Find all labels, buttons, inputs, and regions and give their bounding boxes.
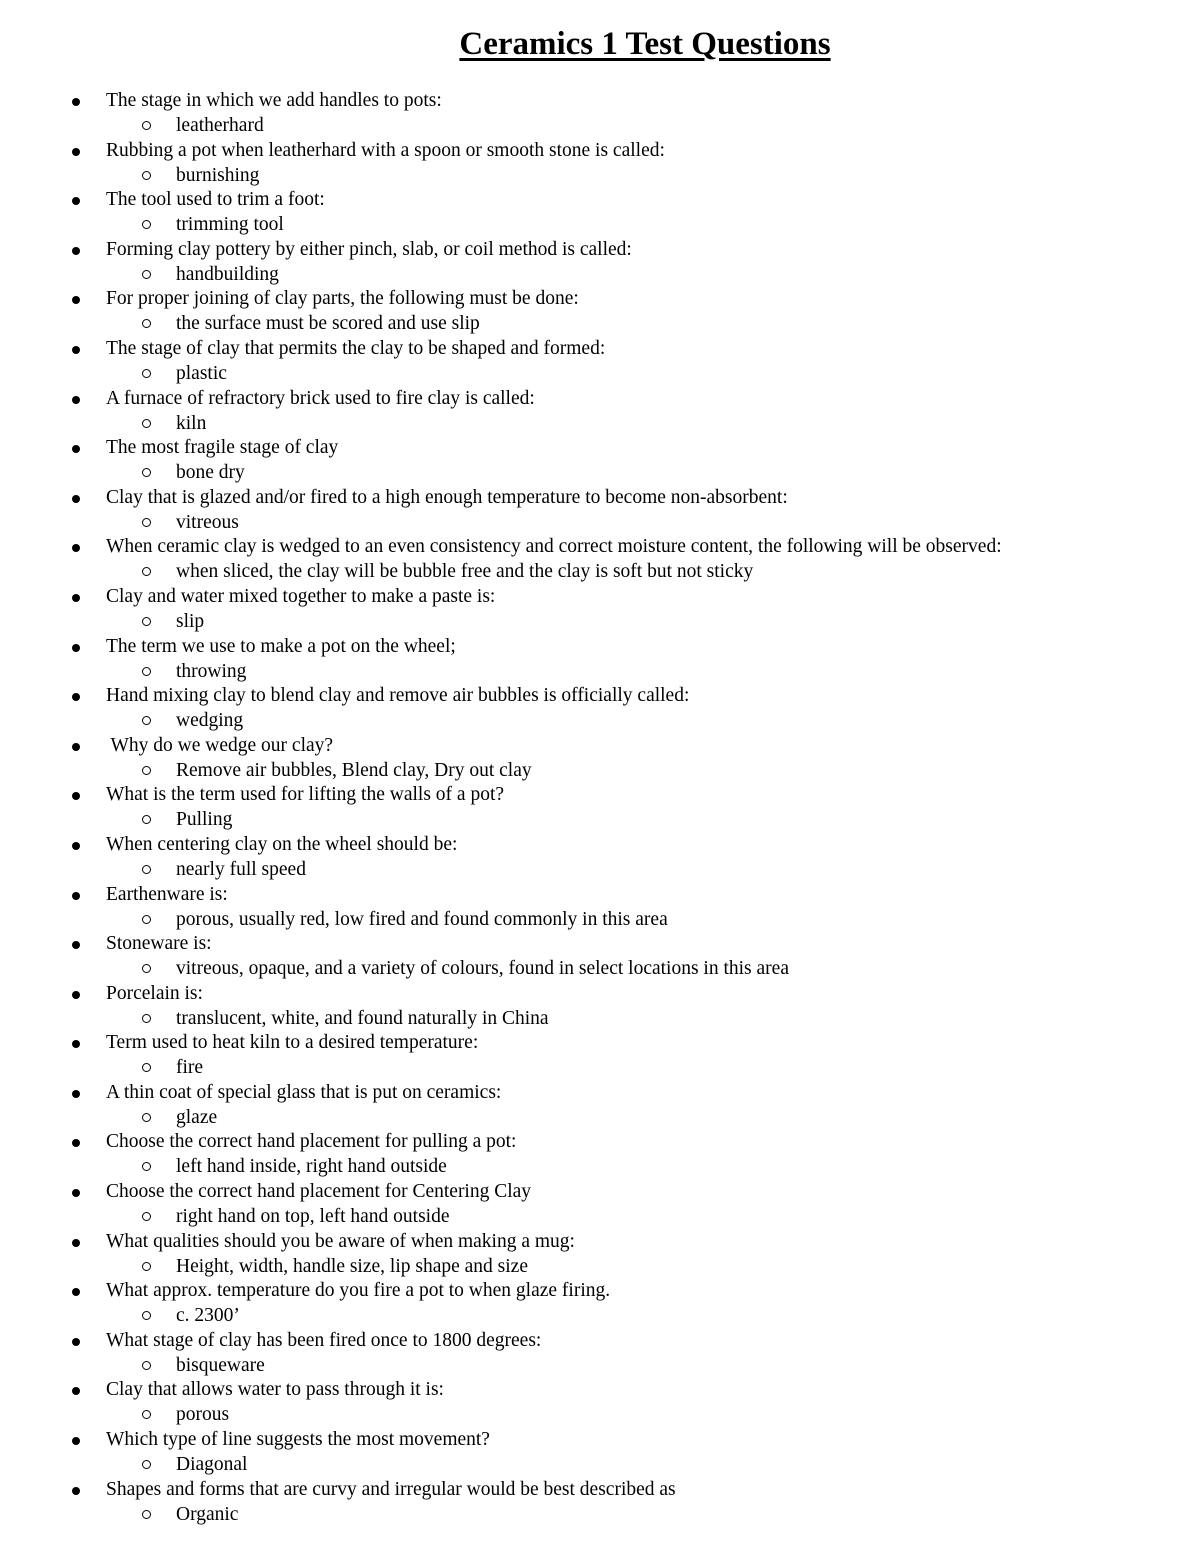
question-item: [0, 1427, 1200, 1477]
filled-bullet-icon: [72, 148, 80, 156]
question-item: [0, 931, 1200, 981]
hollow-bullet-icon: [142, 915, 151, 924]
filled-bullet-icon: [72, 296, 80, 304]
question-text: The tool used to trim a foot:: [106, 189, 325, 211]
filled-bullet-icon: [72, 1338, 80, 1346]
hollow-bullet-icon: [142, 518, 151, 527]
answer-text: vitreous: [176, 511, 239, 533]
question-item: [0, 1377, 1200, 1427]
question-text: When centering clay on the wheel should be:: [106, 833, 458, 855]
question-text: The stage in which we add handles to pots:: [106, 90, 442, 111]
hollow-bullet-icon: [142, 319, 151, 328]
question-text: Choose the correct hand placement for Centering Clay: [106, 1181, 532, 1203]
hollow-bullet-icon: [142, 617, 151, 626]
hollow-bullet-icon: [142, 220, 151, 229]
filled-bullet-icon: [72, 1239, 80, 1247]
answer-text: trimming tool: [176, 214, 284, 236]
question-text: What approx. temperature do you fire a pot to when glaze firing.: [106, 1280, 611, 1302]
answer-text: leatherhard: [176, 115, 264, 136]
question-text: Shapes and forms that are curvy and irregular would be best described as: [106, 1478, 676, 1500]
filled-bullet-icon: [72, 544, 80, 552]
hollow-bullet-icon: [142, 1361, 151, 1370]
filled-bullet-icon: [72, 445, 80, 453]
question-text: Clay that allows water to pass through it is:: [106, 1379, 444, 1401]
hollow-bullet-icon: [142, 171, 151, 180]
answer-text: c. 2300’: [176, 1305, 240, 1327]
answer-text: Diagonal: [176, 1454, 248, 1476]
question-item: [0, 1229, 1200, 1279]
question-item: [0, 336, 1200, 386]
answer-text: vitreous, opaque, and a variety of colours, found in select locations in this area: [176, 958, 789, 980]
question-item: [0, 733, 1200, 783]
answer-text: Organic: [176, 1503, 239, 1525]
question-item: [0, 485, 1200, 535]
question-text: What stage of clay has been fired once to 1800 degrees:: [106, 1329, 542, 1351]
question-item: [0, 981, 1200, 1031]
question-text: Rubbing a pot when leatherhard with a spoon or smooth stone is called:: [106, 139, 665, 161]
question-text: What is the term used for lifting the walls of a pot?: [106, 784, 505, 806]
hollow-bullet-icon: [142, 1212, 151, 1221]
filled-bullet-icon: [72, 991, 80, 999]
question-item: [0, 435, 1200, 485]
answer-text: Pulling: [176, 809, 233, 831]
question-list: [0, 88, 1200, 1526]
question-item: [0, 683, 1200, 733]
filled-bullet-icon: [72, 1189, 80, 1197]
question-text: What qualities should you be aware of when making a mug:: [106, 1230, 575, 1252]
filled-bullet-icon: [72, 1139, 80, 1147]
question-item: [0, 1080, 1200, 1130]
filled-bullet-icon: [72, 197, 80, 205]
filled-bullet-icon: [72, 941, 80, 949]
question-text: A furnace of refractory brick used to fire clay is called:: [106, 387, 535, 409]
hollow-bullet-icon: [142, 419, 151, 428]
filled-bullet-icon: [72, 792, 80, 800]
question-item: [0, 237, 1200, 287]
answer-text: slip: [176, 610, 205, 632]
hollow-bullet-icon: [142, 1063, 151, 1072]
hollow-bullet-icon: [142, 865, 151, 874]
hollow-bullet-icon: [142, 815, 151, 824]
question-item: [0, 187, 1200, 237]
question-text: The stage of clay that permits the clay to be shaped and formed:: [106, 337, 606, 359]
question-text: Forming clay pottery by either pinch, slab, or coil method is called:: [106, 238, 632, 260]
filled-bullet-icon: [72, 1387, 80, 1395]
filled-bullet-icon: [72, 1487, 80, 1495]
answer-text: Height, width, handle size, lip shape and size: [176, 1255, 528, 1277]
answer-text: plastic: [176, 362, 227, 384]
question-item: [0, 1278, 1200, 1328]
filled-bullet-icon: [72, 495, 80, 503]
hollow-bullet-icon: [142, 1410, 151, 1419]
answer-text: glaze: [176, 1106, 218, 1128]
filled-bullet-icon: [72, 842, 80, 850]
question-item: [0, 882, 1200, 932]
answer-text: nearly full speed: [176, 858, 306, 880]
question-text: Hand mixing clay to blend clay and remove air bubbles is officially called:: [106, 685, 690, 707]
hollow-bullet-icon: [142, 1510, 151, 1519]
filled-bullet-icon: [72, 1090, 80, 1098]
question-item: [0, 782, 1200, 832]
question-item: [0, 534, 1200, 584]
question-item: [0, 1030, 1200, 1080]
question-text: Why do we wedge our clay?: [106, 734, 334, 756]
question-item: [0, 584, 1200, 634]
answer-text: left hand inside, right hand outside: [176, 1156, 447, 1178]
question-text: Which type of line suggests the most movement?: [106, 1429, 490, 1451]
question-text: Earthenware is:: [106, 883, 228, 905]
hollow-bullet-icon: [142, 1262, 151, 1271]
answer-text: handbuilding: [176, 263, 279, 285]
hollow-bullet-icon: [142, 468, 151, 477]
filled-bullet-icon: [72, 644, 80, 652]
question-item: [0, 88, 1200, 138]
hollow-bullet-icon: [142, 766, 151, 775]
document-title: Ceramics 1 Test Questions: [459, 26, 831, 62]
question-text: Stoneware is:: [106, 933, 212, 955]
hollow-bullet-icon: [142, 270, 151, 279]
filled-bullet-icon: [72, 594, 80, 602]
filled-bullet-icon: [72, 1288, 80, 1296]
question-text: Choose the correct hand placement for pulling a pot:: [106, 1131, 517, 1153]
answer-text: porous: [176, 1404, 230, 1426]
filled-bullet-icon: [72, 693, 80, 701]
filled-bullet-icon: [72, 396, 80, 404]
question-text: Clay and water mixed together to make a paste is:: [106, 585, 496, 607]
answer-text: kiln: [176, 412, 207, 434]
answer-text: the surface must be scored and use slip: [176, 313, 480, 335]
question-item: [0, 386, 1200, 436]
hollow-bullet-icon: [142, 1113, 151, 1122]
question-item: [0, 138, 1200, 188]
question-text: A thin coat of special glass that is put on ceramics:: [106, 1081, 502, 1103]
question-item: [0, 1477, 1200, 1527]
question-item: [0, 1179, 1200, 1229]
question-text: For proper joining of clay parts, the following must be done:: [106, 288, 579, 310]
hollow-bullet-icon: [142, 121, 151, 130]
answer-text: translucent, white, and found naturally in China: [176, 1007, 549, 1029]
hollow-bullet-icon: [142, 716, 151, 725]
hollow-bullet-icon: [142, 667, 151, 676]
question-item: [0, 1328, 1200, 1378]
answer-text: right hand on top, left hand outside: [176, 1206, 450, 1228]
hollow-bullet-icon: [142, 1014, 151, 1023]
filled-bullet-icon: [72, 1437, 80, 1445]
question-item: [0, 634, 1200, 684]
hollow-bullet-icon: [142, 369, 151, 378]
answer-text: porous, usually red, low fired and found commonly in this area: [176, 908, 668, 930]
answer-text: bisqueware: [176, 1354, 265, 1376]
filled-bullet-icon: [72, 98, 80, 106]
answer-text: fire: [176, 1057, 204, 1079]
answer-text: wedging: [176, 710, 244, 732]
hollow-bullet-icon: [142, 567, 151, 576]
question-text: Porcelain is:: [106, 982, 203, 1004]
filled-bullet-icon: [72, 892, 80, 900]
question-text: Clay that is glazed and/or fired to a high enough temperature to become non-absorbent:: [106, 486, 788, 508]
question-text: The most fragile stage of clay: [106, 437, 339, 459]
hollow-bullet-icon: [142, 1460, 151, 1469]
question-text: The term we use to make a pot on the wheel;: [106, 635, 456, 657]
hollow-bullet-icon: [142, 964, 151, 973]
answer-text: Remove air bubbles, Blend clay, Dry out clay: [176, 759, 532, 781]
question-item: [0, 286, 1200, 336]
filled-bullet-icon: [72, 346, 80, 354]
filled-bullet-icon: [72, 1040, 80, 1048]
question-item: [0, 832, 1200, 882]
answer-text: bone dry: [176, 462, 245, 484]
hollow-bullet-icon: [142, 1162, 151, 1171]
answer-text: when sliced, the clay will be bubble free and the clay is soft but not sticky: [176, 561, 754, 583]
question-item: [0, 1129, 1200, 1179]
filled-bullet-icon: [72, 247, 80, 255]
answer-text: burnishing: [176, 164, 260, 186]
question-text: Term used to heat kiln to a desired temperature:: [106, 1032, 479, 1054]
question-text: When ceramic clay is wedged to an even consistency and correct moisture content, the following will be observed:: [106, 536, 1002, 558]
hollow-bullet-icon: [142, 1311, 151, 1320]
answer-text: throwing: [176, 660, 247, 682]
filled-bullet-icon: [72, 743, 80, 751]
